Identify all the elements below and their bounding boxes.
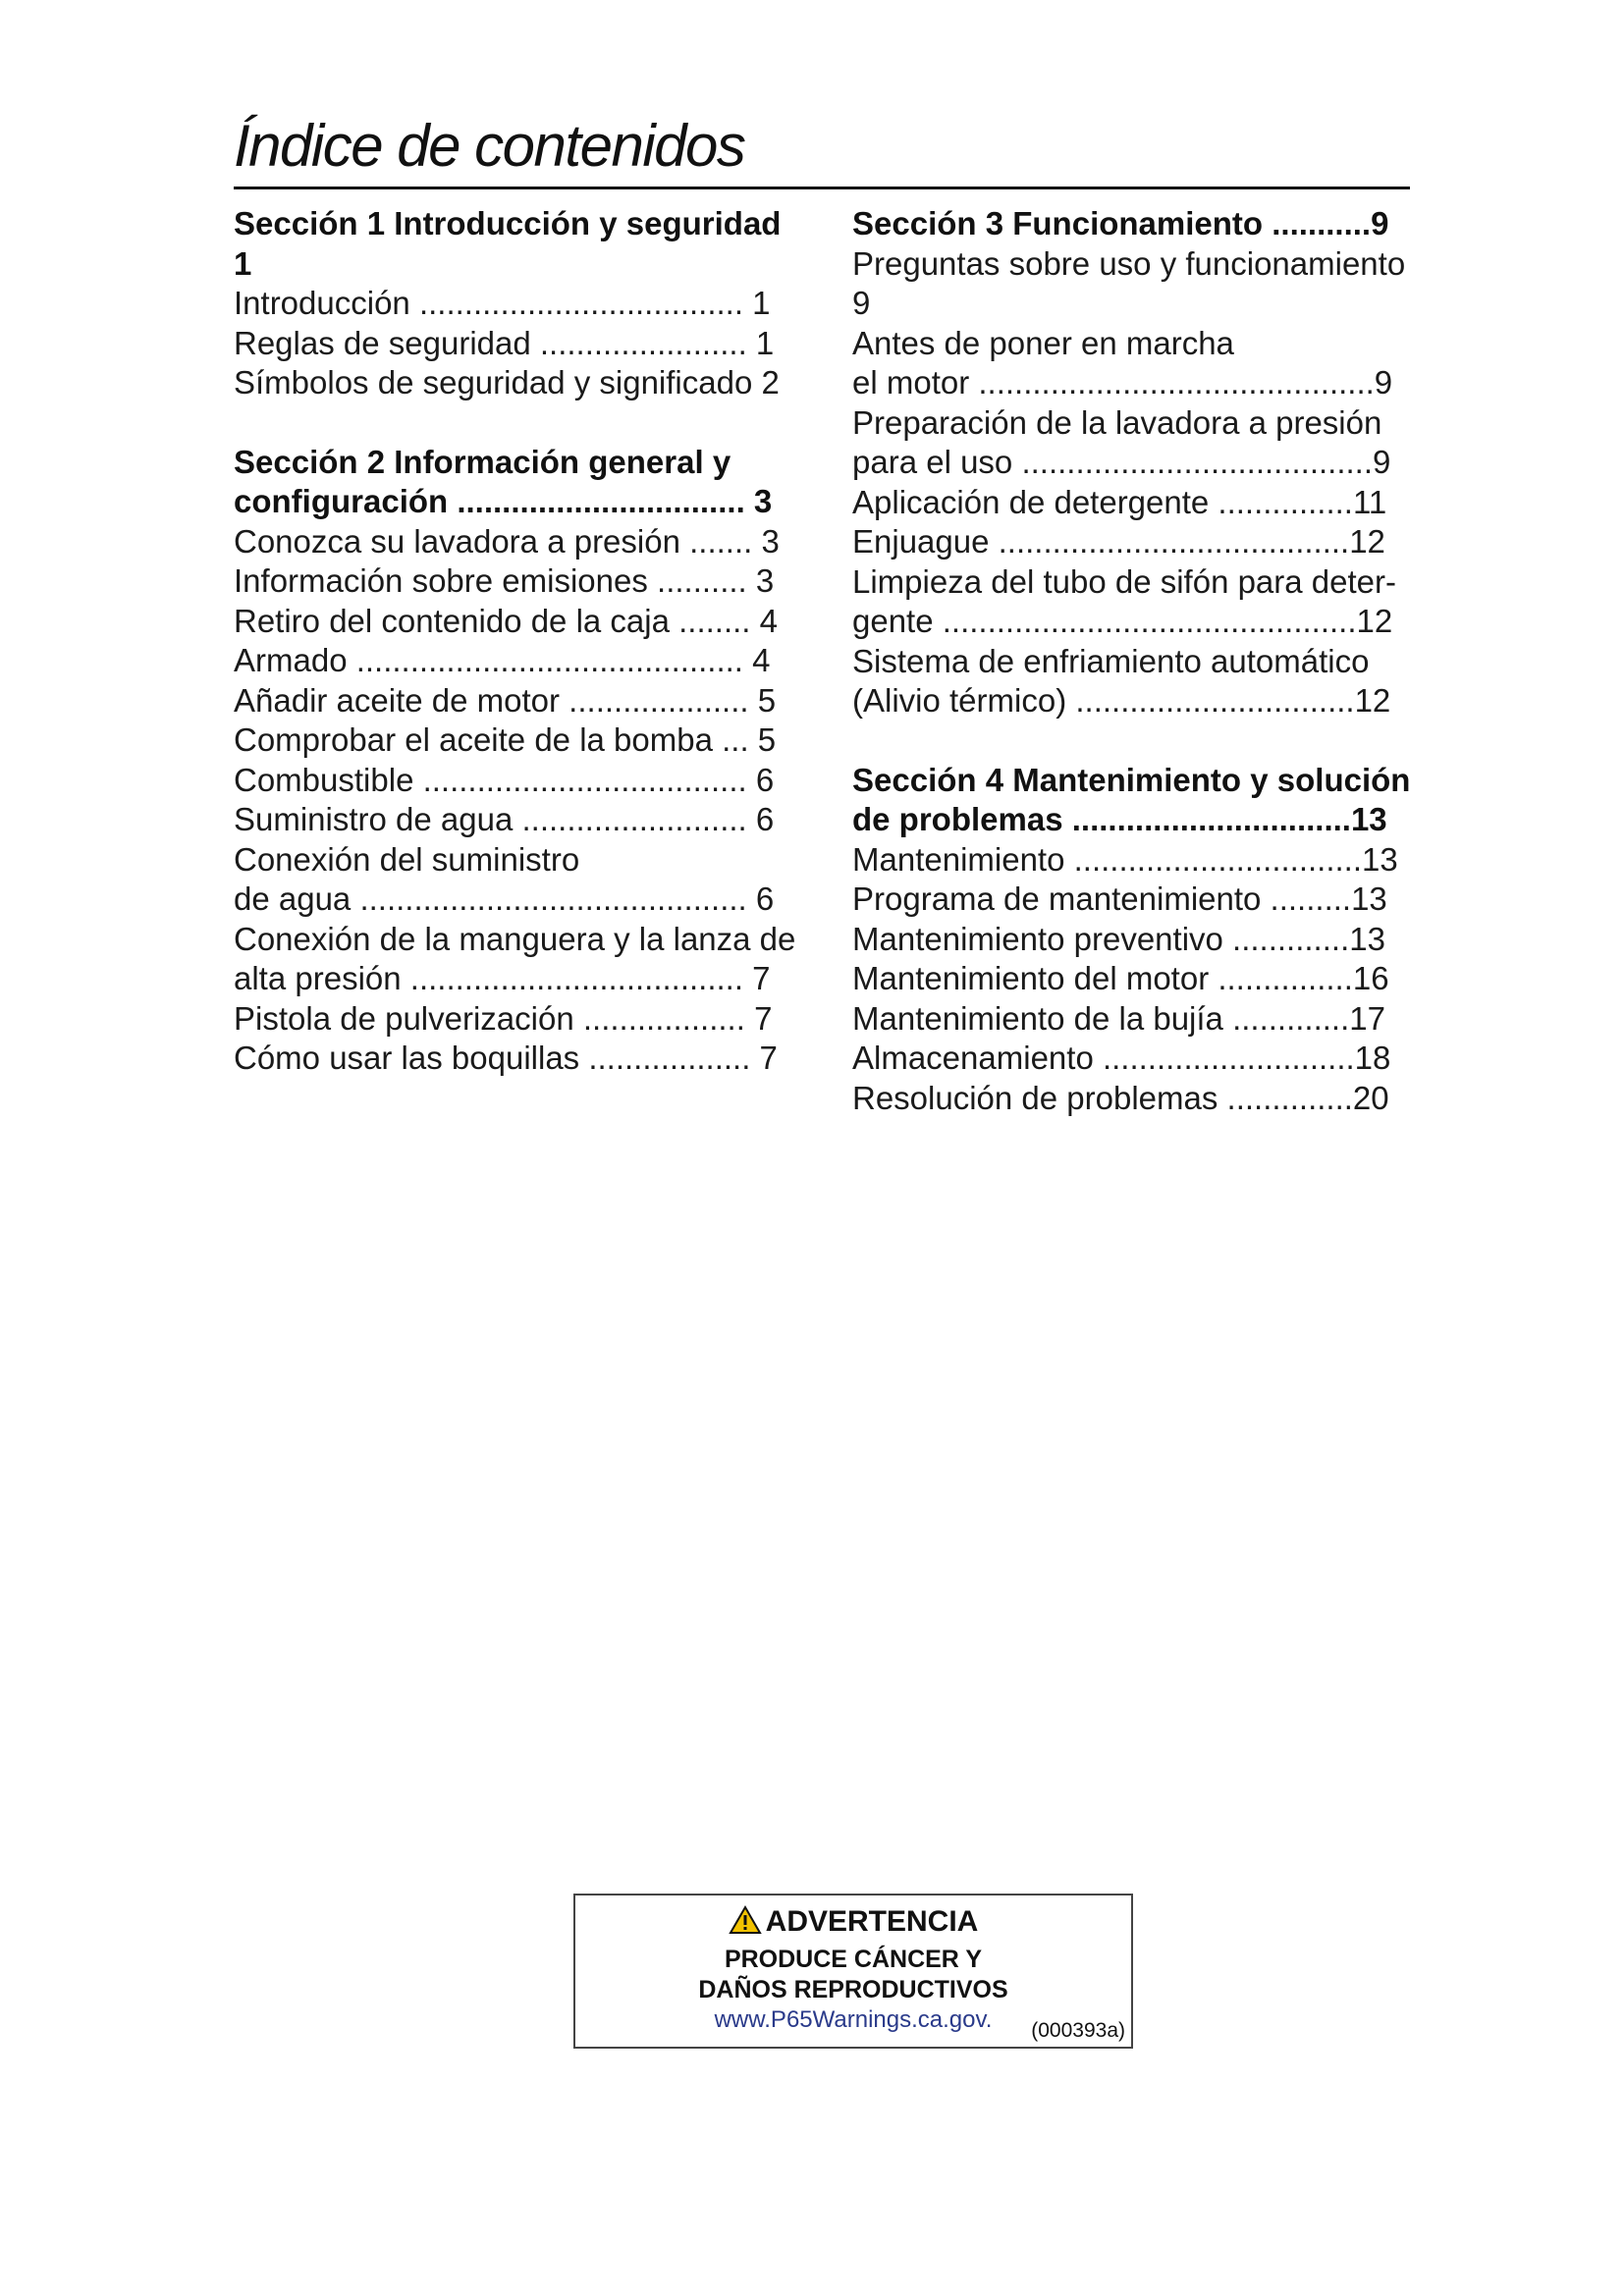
toc-entry: Preparación de la lavadora a presión xyxy=(852,403,1382,441)
toc-entry: Sistema de enfriamiento automático xyxy=(852,642,1370,679)
toc-section-heading: Sección 4 Mantenimiento y solución de problemas ...............................13 xyxy=(852,761,1411,837)
toc-entry: Armado ........................................... 4 xyxy=(234,642,771,678)
section-gap xyxy=(234,403,803,443)
toc-section-heading: Sección 3 Funcionamiento ...........9 xyxy=(852,205,1389,241)
toc-entry: Resolución de problemas ..............20 xyxy=(852,1079,1389,1116)
toc-entry: Mantenimiento del motor ...............16 xyxy=(852,960,1389,996)
toc-entry: Combustible .................................... 6 xyxy=(234,761,775,798)
toc-entry: Símbolos de seguridad y significado 2 xyxy=(234,364,780,400)
toc-entry: Conozca su lavadora a presión ....... 3 xyxy=(234,522,780,560)
toc-entry: para el uso .......................................9 xyxy=(852,444,1391,480)
toc-entry: Reglas de seguridad ....................... 1 xyxy=(234,324,775,361)
toc-entry: Cómo usar las boquillas .................. 7 xyxy=(234,1040,778,1076)
toc-entry: Mantenimiento preventivo .............13 xyxy=(852,920,1385,957)
toc-entry: el motor ............................................9 xyxy=(852,364,1393,400)
toc-entry: Limpieza del tubo de sifón para deter- xyxy=(852,562,1397,600)
title-rule xyxy=(234,187,1410,189)
toc-entry: Mantenimiento de la bujía .............17 xyxy=(852,999,1385,1037)
toc-entry: Preguntas sobre uso y funcionamiento xyxy=(852,244,1406,282)
toc-entry: Retiro del contenido de la caja ........ 4 xyxy=(234,602,778,639)
toc-entry: Enjuague .......................................12 xyxy=(852,523,1385,560)
warning-label xyxy=(573,1894,1133,2049)
toc-entry: Introducción .................................... 1 xyxy=(234,285,771,321)
toc-entry: 9 xyxy=(852,285,871,321)
toc-entry: gente ..............................................12 xyxy=(852,603,1393,639)
warning-heading-text: ADVERTENCIA xyxy=(765,1905,979,1938)
toc-entry: Conexión del suministro xyxy=(234,840,580,878)
toc-entry: Antes de poner en marcha xyxy=(852,324,1234,361)
toc-right-column xyxy=(852,204,1422,1118)
toc-entry: (Alivio térmico) ...............................12 xyxy=(852,682,1391,719)
warning-url[interactable]: www.P65Warnings.ca.gov. xyxy=(714,2006,993,2033)
toc-entry: de agua ........................................... 6 xyxy=(234,881,775,917)
toc-section-heading: Sección 2 Información general y configuración ................................ 3 xyxy=(234,443,773,519)
toc-entry: Suministro de agua ......................... 6 xyxy=(234,801,775,837)
toc-entry: alta presión ..................................... 7 xyxy=(234,960,771,996)
toc-entry: Mantenimiento ................................13 xyxy=(852,840,1398,878)
toc-entry: Comprobar el aceite de la bomba ... 5 xyxy=(234,721,777,758)
warning-code: (000393a) xyxy=(1031,2019,1125,2042)
warning-line-2: DAÑOS REPRODUCTIVOS xyxy=(698,1976,1008,2003)
toc-entry: Información sobre emisiones .......... 3 xyxy=(234,562,775,599)
warning-line-1: PRODUCE CÁNCER Y xyxy=(724,1946,983,1973)
toc-entry: Añadir aceite de motor .................... 5 xyxy=(234,681,777,719)
warning-heading xyxy=(575,1903,1131,1945)
page-title: Índice de contenidos xyxy=(234,113,745,179)
toc-section-heading: Sección 1 Introducción y seguridad 1 xyxy=(234,205,782,282)
toc-entry: Programa de mantenimiento .........13 xyxy=(852,881,1387,917)
toc-entry: Aplicación de detergente ...............11 xyxy=(852,483,1387,520)
toc-left-column xyxy=(234,204,803,1079)
section-gap xyxy=(852,721,1422,761)
toc-entry: Conexión de la manguera y la lanza de xyxy=(234,920,796,957)
toc-entry: Almacenamiento ............................18 xyxy=(852,1040,1391,1076)
warning-triangle-icon xyxy=(729,1905,762,1945)
toc-entry: Pistola de pulverización .................. 7 xyxy=(234,999,773,1037)
